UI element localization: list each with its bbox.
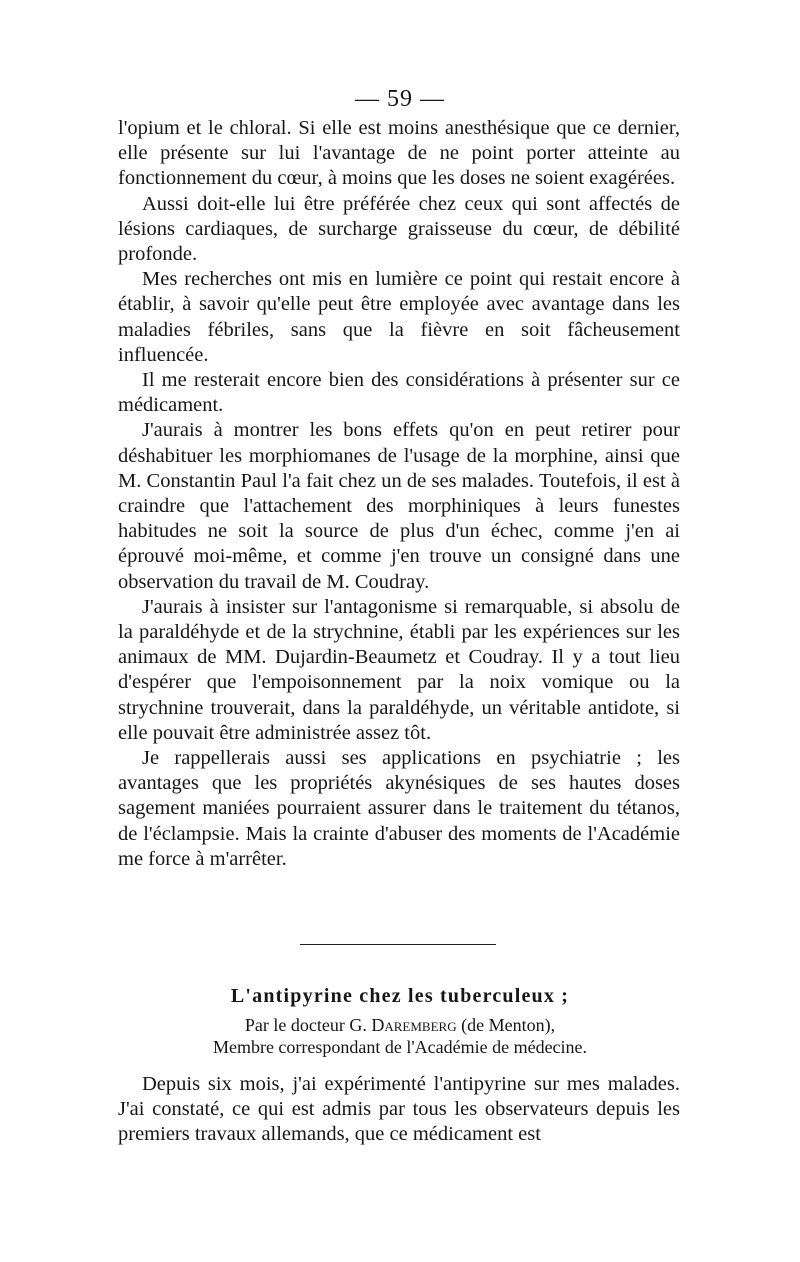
author-name: Daremberg [371, 1015, 457, 1035]
paragraph-1: l'opium et le chloral. Si elle est moins anesthésique que ce dernier, elle présente sur lui l'avantage de ne point porter atteinte au fonctionnement du cœur, à moins que les doses ne soient exagérées. [118, 117, 680, 190]
page-number: — 59 — [355, 86, 445, 112]
text-body [118, 116, 680, 872]
paragraph-7: Je rappellerais aussi ses applications en psychiatrie ; les avantages que les propriétés akynésiques de ses hautes doses sagement maniées pourraient assurer dans le traitement du tétanos, de l'éclampsie. Mais la crainte d'abuser des moments de l'Académie me force à m'arrêter. [118, 747, 680, 870]
article-title: L'antipyrine chez les tuberculeux ; [230, 985, 570, 1007]
byline-suffix: (de Menton), [456, 1015, 556, 1035]
paragraph-6: J'aurais à insister sur l'antagonisme si remarquable, si absolu de la paraldéhyde et de la strychnine, établi par les expériences sur les animaux de MM. Dujardin-Beaumetz et Coudray. Il y a tout lieu d'espérer que l'empoisonnement par la noix vomique ou la strychnine trouverait, dans la paraldéhyde, un véritable antidote, si elle pouvait être administrée assez tôt. [118, 595, 680, 744]
paragraph-5: J'aurais à montrer les bons effets qu'on en peut retirer pour déshabituer les morphiomanes de l'usage de la morphine, ainsi que M. Constantin Paul l'a fait chez un de ses malades. Toutefois, il est à craindre que l'attachement des morphiniques à leurs funestes habitudes ne soit la source de plus d'un échec, comme j'en ai éprouvé moi-même, et comme j'en trouve un consigné dans une observation du travail de M. Coudray. [118, 419, 680, 593]
paragraph-3: Mes recherches ont mis en lumière ce point qui restait encore à établir, à savoir qu'elle peut être employée avec avantage dans les maladies fébriles, sans que la fièvre en soit fâcheusement influencée. [118, 268, 680, 366]
paragraph-2: Aussi doit-elle lui être préférée chez ceux qui sont affectés de lésions cardiaques, de surcharge graisseuse du cœur, de débilité profonde. [118, 192, 680, 266]
section-divider [300, 944, 496, 945]
article-body [118, 1072, 680, 1148]
article-byline [0, 1014, 800, 1036]
author-affiliation: Membre correspondant de l'Académie de médecine. [212, 1037, 588, 1057]
byline-prefix: Par le docteur G. [244, 1015, 372, 1035]
paragraph-4: Il me resterait encore bien des considérations à présenter sur ce médicament. [118, 369, 680, 417]
article-opening-paragraph: Depuis six mois, j'ai expérimenté l'antipyrine sur mes malades. J'ai constaté, ce qui est admis par tous les observateurs depuis les premiers travaux allemands, que ce médicament est [118, 1073, 680, 1146]
